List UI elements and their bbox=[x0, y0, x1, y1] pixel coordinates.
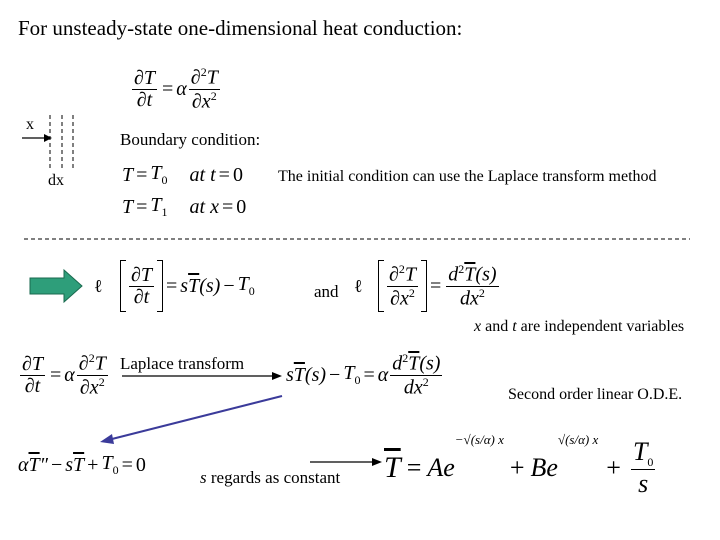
bc-initial: T = $T_0$ at t = 0 bbox=[122, 162, 243, 187]
ode-form: $\alpha\overline{T}''$ − $s\overline{T}$ + $T_0$ = 0 bbox=[18, 452, 146, 477]
laplace-transform-label: Laplace transform bbox=[120, 354, 245, 373]
general-solution: $\overline{T}$ = Ae −√(s/α) x + Be √(s/α) x + $\frac{T_0}{s}$ bbox=[384, 432, 654, 498]
s-constant-note: s regards as constant bbox=[200, 468, 341, 487]
heat-equation-repeat: $\frac{\partial T}{\partial t}$ = α $\frac{\partial^2T}{\partial x^2}$ bbox=[22, 351, 106, 399]
boundary-condition-label: Boundary condition: bbox=[120, 130, 261, 149]
dx-label: dx bbox=[48, 172, 64, 189]
and-label: and bbox=[314, 282, 339, 301]
transformed-equation: $s\overline{T}(s)$ − $T_0$ = α $\frac{d^2\overline{T}(s)}{dx^2}$ bbox=[286, 351, 441, 399]
ode-label: Second order linear O.D.E. bbox=[508, 386, 683, 403]
laplace-arrow-head bbox=[272, 372, 282, 380]
independent-variables-note: x and t are independent variables bbox=[474, 318, 685, 335]
initial-condition-note: The initial condition can use the Laplace transform method bbox=[278, 168, 657, 185]
x-label: x bbox=[26, 116, 34, 133]
laplace-space-derivative: $\frac{\partial^2T}{\partial x^2}$ = $\frac{d^2\overline{T}(s)}{dx^2}$ bbox=[378, 260, 501, 312]
fancy-l-symbol-2: ℓ bbox=[354, 276, 363, 296]
laplace-time-derivative: $\frac{\partial T}{\partial t}$ = $s\overline{T}(s)$ − $T_0$ bbox=[120, 260, 255, 312]
green-arrow-icon bbox=[30, 270, 82, 302]
page-title: For unsteady-state one-dimensional heat conduction: bbox=[18, 16, 463, 40]
x-arrow-head bbox=[44, 134, 52, 142]
heat-equation: $\frac{\partial T}{\partial t}$ = α $\frac{\partial^2T}{\partial x^2}$ bbox=[134, 65, 218, 113]
fancy-l-symbol: ℓ bbox=[94, 276, 103, 296]
blue-arrow-head bbox=[100, 434, 114, 444]
s-arrow-head bbox=[372, 458, 382, 466]
bc-boundary: T = $T_1$ at x = 0 bbox=[122, 194, 247, 219]
blue-arrow-line bbox=[108, 396, 282, 440]
